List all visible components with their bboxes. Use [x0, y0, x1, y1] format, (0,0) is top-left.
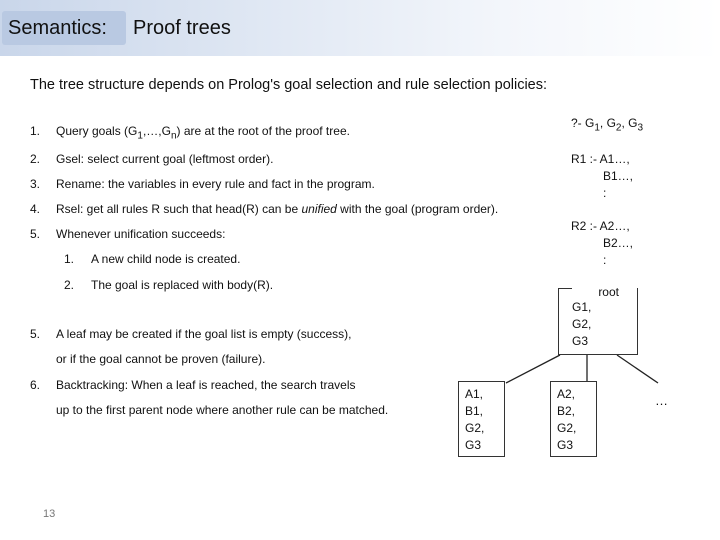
- tree-child2-line-4: G3: [557, 438, 574, 452]
- tree-child1-line-3: G2,: [465, 421, 485, 435]
- slide-number: 13: [43, 508, 56, 520]
- step-5b-text: A leaf may be created if the goal list is empty (success),: [56, 327, 352, 341]
- rule2-body-2: :: [603, 253, 607, 267]
- page-title: Proof trees: [133, 17, 231, 39]
- tree-root-line-1: G1,: [572, 300, 592, 314]
- step-3-text: Rename: the variables in every rule and fact in the program.: [56, 177, 375, 191]
- tree-child2-node: [550, 381, 597, 457]
- tree-child2-line-1: A2,: [557, 387, 576, 401]
- substep-2-number: 2.: [64, 278, 75, 292]
- edge-root-child3: [617, 355, 658, 383]
- step-4-text-emphasis: unified: [301, 202, 337, 216]
- step-5b-text-cont: or if the goal cannot be proven (failure).: [56, 352, 266, 366]
- subtitle: The tree structure depends on Prolog's goal selection and rule selection policies:: [30, 77, 548, 93]
- rule1-body-2: :: [603, 186, 607, 200]
- tree-child2-line-3: G2,: [557, 421, 577, 435]
- step-3-number: 3.: [30, 177, 41, 191]
- step-1-text: Query goals $(G_1,\dots,G_n)$ are at the root of the proof tree.: [56, 124, 350, 142]
- substep-1-text: A new child node is created.: [91, 252, 241, 266]
- step-4-text-before: Rsel: get all rules R such that head(R) can be: [56, 202, 302, 216]
- step-6-number: 6.: [30, 378, 41, 392]
- tree-child1-node: [458, 381, 505, 457]
- tree-child1-line-2: B1,: [465, 404, 484, 418]
- step-1-number: 1.: [30, 124, 41, 138]
- step-5b-number: 5.: [30, 327, 41, 341]
- query-line: ?- $G_1$, $G_2$, $G_3$: [571, 116, 644, 134]
- tree-root-label: root: [572, 285, 637, 299]
- rule2-body-1: B2…,: [603, 236, 634, 250]
- tree-child2-line-2: B2,: [557, 404, 576, 418]
- step-6-text: Backtracking: When a leaf is reached, the search travels: [56, 378, 356, 392]
- rule1-head: R1 :- A1…,: [571, 152, 630, 166]
- tree-root-line-3: G3: [572, 334, 589, 348]
- step-5-text: Whenever unification succeeds:: [56, 227, 226, 241]
- tree-child1-line-1: A1,: [465, 387, 484, 401]
- tree-root-node: [558, 285, 638, 355]
- step-2-text: Gsel: select current goal (leftmost order).: [56, 152, 274, 166]
- tree-root-line-2: G2,: [572, 317, 592, 331]
- tree-child1-line-4: G3: [465, 438, 482, 452]
- step-2-number: 2.: [30, 152, 41, 166]
- step-6-text-cont: up to the first parent node where another rule can be matched.: [56, 403, 389, 417]
- step-4-text-after: with the goal (program order).: [336, 202, 499, 216]
- substep-2-text: The goal is replaced with body(R).: [91, 278, 274, 292]
- rule1-body-1: B1…,: [603, 169, 634, 183]
- title-section-label: Semantics:: [2, 11, 126, 45]
- rule2-head: R2 :- A2…,: [571, 219, 630, 233]
- tree-ellipsis: …: [655, 393, 668, 408]
- step-4-number: 4.: [30, 202, 41, 216]
- step-5-number: 5.: [30, 227, 41, 241]
- edge-root-child1: [506, 355, 560, 383]
- substep-1-number: 1.: [64, 252, 75, 266]
